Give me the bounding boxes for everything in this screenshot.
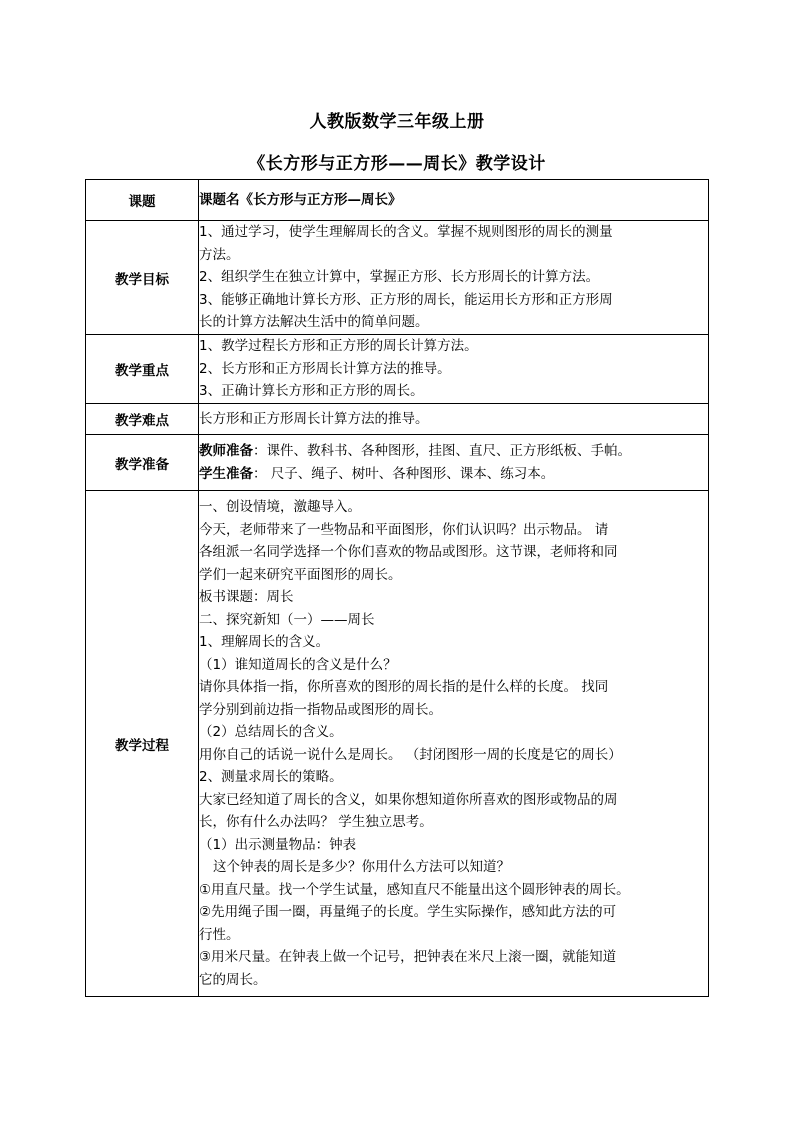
process-line: ③用米尺量。在钟表上做一个记号，把钟表在米尺上滚一圈，就能知道 [199, 949, 617, 965]
key-point-line: 1、教学过程长方形和正方形的周长计算方法。 [199, 338, 478, 355]
goals-line: 3、能够正确地计算长方形、正方形的周长，能运用长方形和正方形周 [199, 291, 613, 308]
process-content [199, 491, 709, 997]
goals-line: 方法。 [199, 246, 240, 263]
lesson-plan-table [85, 179, 709, 997]
goals-line: 长的计算方法解决生活中的简单问题。 [199, 314, 429, 331]
topic-value: 课题名《长方形与正方形—周长》 [199, 180, 709, 221]
teacher-preparation-label: 教师准备 [199, 443, 253, 459]
process-line: ①用直尺量。找一个学生试量，感知直尺不能量出这个圆形钟表的周长。 [199, 881, 630, 898]
process-line: 学分别到前边指一指物品或图形的周长。 [199, 701, 442, 718]
table-row-difficulty [86, 404, 709, 435]
teacher-preparation-value: ：课件、教科书、各种图形，挂图、直尺、正方形纸板、手帕。 [253, 443, 631, 459]
table-row-preparation [86, 435, 709, 491]
process-line: （1）出示测量物品：钟表 [199, 836, 357, 853]
process-line: 各组派一名同学选择一个你们喜欢的物品或图形。这节课，老师将和同 [199, 544, 618, 560]
topic-label: 课题 [86, 180, 199, 221]
student-preparation [199, 463, 708, 486]
document-title: 人教版数学三年级上册 [309, 112, 485, 132]
process-line: 它的周长。 [199, 971, 267, 988]
process-line: 今天，老师带来了一些物品和平面图形，你们认识吗？出示物品。 请 [199, 521, 609, 538]
process-line: 二、探究新知（一）——周长 [199, 611, 375, 628]
key-points-label: 教学重点 [86, 335, 199, 404]
difficulty-label: 教学难点 [86, 404, 199, 435]
process-line: 1、理解周长的含义。 [199, 634, 330, 650]
process-line: 行性。 [199, 926, 240, 943]
process-line: 请你具体指一指，你所喜欢的图形的周长指的是什么样的长度。 找同 [199, 679, 609, 695]
teacher-preparation [199, 440, 708, 463]
process-line: 2、测量求周长的策略。 [199, 769, 343, 785]
process-line: 用你自己的话说一说什么是周长。 （封闭图形一周的长度是它的周长） [199, 746, 622, 763]
goals-line: 2、组织学生在独立计算中，掌握正方形、长方形周长的计算方法。 [199, 269, 600, 286]
preparation-content [199, 435, 709, 491]
goals-content [199, 221, 709, 335]
process-line: 这个钟表的周长是多少？你用什么方法可以知道？ [213, 859, 510, 875]
process-line: 长，你有什么办法吗？ 学生独立思考。 [199, 814, 433, 830]
table-row-key-points [86, 335, 709, 404]
process-line: （2）总结周长的含义。 [199, 724, 343, 740]
key-point-line: 3、正确计算长方形和正方形的周长。 [199, 383, 424, 400]
process-line: （1）谁知道周长的含义是什么？ [199, 656, 397, 673]
goals-label: 教学目标 [86, 221, 199, 335]
process-line: 学们一起来研究平面图形的周长。 [199, 566, 402, 583]
table-row-process [86, 491, 709, 997]
table-row-goals [86, 221, 709, 335]
process-line: ②先用绳子围一圈，再量绳子的长度。学生实际操作，感知此方法的可 [199, 904, 617, 920]
student-preparation-label: 学生准备 [199, 465, 253, 482]
goals-line: 1、通过学习，使学生理解周长的含义。掌握不规则图形的周长的测量 [199, 224, 613, 241]
process-line: 大家已经知道了周长的含义，如果你想知道你所喜欢的图形或物品的周 [199, 791, 618, 808]
key-points-content [199, 335, 709, 404]
key-point-line: 2、长方形和正方形周长计算方法的推导。 [199, 360, 451, 377]
document-subtitle: 《长方形与正方形——周长》教学设计 [248, 154, 546, 174]
process-label: 教学过程 [86, 491, 199, 997]
difficulty-value: 长方形和正方形周长计算方法的推导。 [199, 404, 709, 435]
process-line: 板书课题：周长 [199, 589, 294, 605]
preparation-label: 教学准备 [86, 435, 199, 491]
process-line: 一、创设情境，激趣导入。 [199, 499, 361, 515]
student-preparation-value: ： 尺子、绳子、树叶、各种图形、课本、练习本。 [253, 465, 555, 482]
table-row-topic [86, 180, 709, 221]
